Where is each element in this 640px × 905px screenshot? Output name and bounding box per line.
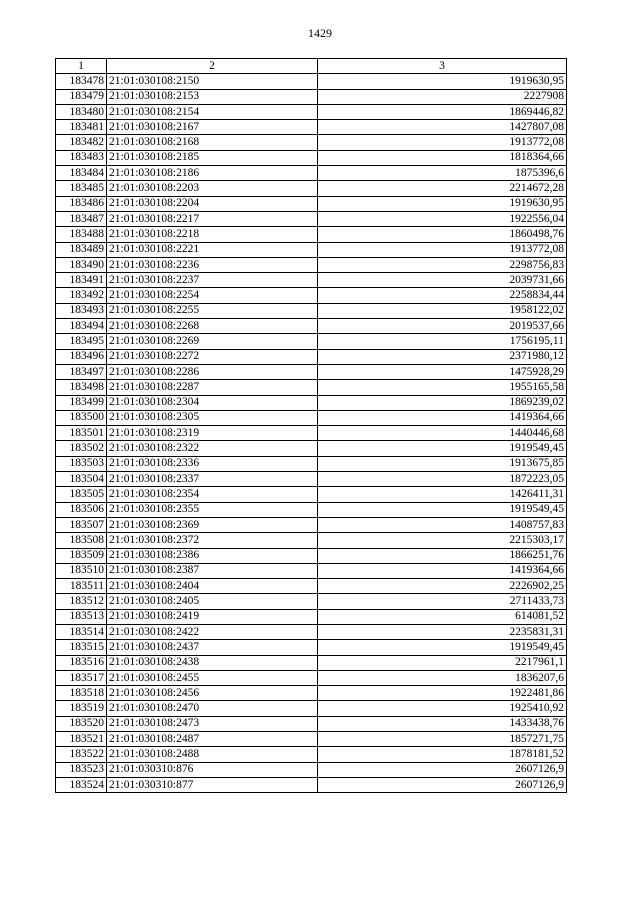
cadastral-value: 1860498,76: [318, 227, 567, 242]
row-number: 183488: [56, 227, 107, 242]
table-row: [56, 716, 567, 731]
row-number: 183503: [56, 456, 107, 471]
row-number: 183505: [56, 487, 107, 502]
row-number: 183502: [56, 441, 107, 456]
cadastral-value: 1419364,66: [318, 563, 567, 578]
row-number: 183516: [56, 655, 107, 670]
table-row: [56, 502, 567, 517]
cadastral-value: 2711433,73: [318, 594, 567, 609]
table-row: [56, 410, 567, 425]
cadastral-value: 1857271,75: [318, 732, 567, 747]
table-row: [56, 380, 567, 395]
row-number: 183523: [56, 762, 107, 777]
cadastral-number: 21:01:030108:2487: [107, 732, 318, 747]
cadastral-value-table: [55, 58, 567, 793]
cadastral-number: 21:01:030108:2167: [107, 120, 318, 135]
cadastral-value: 1919549,45: [318, 441, 567, 456]
table-row: [56, 441, 567, 456]
cadastral-number: 21:01:030108:2372: [107, 533, 318, 548]
table-row: [56, 364, 567, 379]
row-number: 183479: [56, 89, 107, 104]
cadastral-number: 21:01:030108:2185: [107, 150, 318, 165]
cadastral-value: 2039731,66: [318, 273, 567, 288]
cadastral-value: 1408757,83: [318, 517, 567, 532]
cadastral-value: 1925410,92: [318, 701, 567, 716]
cadastral-value: 1919549,45: [318, 502, 567, 517]
row-number: 183519: [56, 701, 107, 716]
cadastral-number: 21:01:030108:2217: [107, 211, 318, 226]
row-number: 183483: [56, 150, 107, 165]
table-row: [56, 120, 567, 135]
row-number: 183484: [56, 166, 107, 181]
row-number: 183501: [56, 426, 107, 441]
cadastral-value: 2607126,9: [318, 762, 567, 777]
row-number: 183482: [56, 135, 107, 150]
cadastral-number: 21:01:030310:877: [107, 777, 318, 792]
cadastral-value: 1756195,11: [318, 334, 567, 349]
table-row: [56, 319, 567, 334]
cadastral-value: 1878181,52: [318, 747, 567, 762]
table-row: [56, 211, 567, 226]
table-row: [56, 747, 567, 762]
cadastral-value: 2217961,1: [318, 655, 567, 670]
cadastral-number: 21:01:030108:2150: [107, 74, 318, 89]
cadastral-value: 1955165,58: [318, 380, 567, 395]
cadastral-value: 1475928,29: [318, 364, 567, 379]
cadastral-value: 2215303,17: [318, 533, 567, 548]
table-row: [56, 104, 567, 119]
row-number: 183493: [56, 303, 107, 318]
cadastral-value: 2214672,28: [318, 181, 567, 196]
cadastral-number: 21:01:030108:2286: [107, 364, 318, 379]
cadastral-value: 1919630,95: [318, 196, 567, 211]
table-row: [56, 732, 567, 747]
row-number: 183517: [56, 670, 107, 685]
table-row: [56, 349, 567, 364]
cadastral-value: 1875396,6: [318, 166, 567, 181]
row-number: 183498: [56, 380, 107, 395]
row-number: 183509: [56, 548, 107, 563]
cadastral-number: 21:01:030108:2354: [107, 487, 318, 502]
table-row: [56, 640, 567, 655]
cadastral-number: 21:01:030108:2455: [107, 670, 318, 685]
table-row: [56, 594, 567, 609]
row-number: 183507: [56, 517, 107, 532]
row-number: 183520: [56, 716, 107, 731]
cadastral-number: 21:01:030108:2305: [107, 410, 318, 425]
table-row: [56, 196, 567, 211]
cadastral-number: 21:01:030108:2404: [107, 579, 318, 594]
table-row: [56, 257, 567, 272]
cadastral-number: 21:01:030108:2387: [107, 563, 318, 578]
cadastral-number: 21:01:030108:2422: [107, 624, 318, 639]
cadastral-number: 21:01:030108:2386: [107, 548, 318, 563]
cadastral-number: 21:01:030108:2287: [107, 380, 318, 395]
cadastral-number: 21:01:030108:2336: [107, 456, 318, 471]
row-number: 183485: [56, 181, 107, 196]
row-number: 183480: [56, 104, 107, 119]
table-row: [56, 609, 567, 624]
row-number: 183506: [56, 502, 107, 517]
cadastral-value: 1872223,05: [318, 472, 567, 487]
cadastral-number: 21:01:030108:2470: [107, 701, 318, 716]
row-number: 183518: [56, 686, 107, 701]
table-row: [56, 227, 567, 242]
cadastral-value: 1913675,85: [318, 456, 567, 471]
page-number: 1429: [308, 26, 332, 40]
column-header-3: 3: [318, 59, 567, 74]
row-number: 183522: [56, 747, 107, 762]
cadastral-number: 21:01:030108:2268: [107, 319, 318, 334]
cadastral-number: 21:01:030108:2473: [107, 716, 318, 731]
table-row: [56, 334, 567, 349]
cadastral-value: 1426411,31: [318, 487, 567, 502]
table-body: [56, 74, 567, 793]
row-number: 183486: [56, 196, 107, 211]
table-row: [56, 150, 567, 165]
table-row: [56, 777, 567, 792]
cadastral-value: 1919549,45: [318, 640, 567, 655]
cadastral-value: 1818364,66: [318, 150, 567, 165]
table-row: [56, 89, 567, 104]
cadastral-value: 2607126,9: [318, 777, 567, 792]
cadastral-number: 21:01:030108:2437: [107, 640, 318, 655]
table-row: [56, 288, 567, 303]
cadastral-number: 21:01:030108:2218: [107, 227, 318, 242]
table-row: [56, 579, 567, 594]
cadastral-number: 21:01:030108:2236: [107, 257, 318, 272]
cadastral-value: 2226902,25: [318, 579, 567, 594]
cadastral-value: 2298756,83: [318, 257, 567, 272]
row-number: 183478: [56, 74, 107, 89]
cadastral-number: 21:01:030108:2337: [107, 472, 318, 487]
table-row: [56, 487, 567, 502]
table-row: [56, 456, 567, 471]
table-row: [56, 686, 567, 701]
table-row: [56, 563, 567, 578]
row-number: 183495: [56, 334, 107, 349]
cadastral-number: 21:01:030108:2168: [107, 135, 318, 150]
row-number: 183496: [56, 349, 107, 364]
table-header: [56, 59, 567, 74]
cadastral-value: 1922481,86: [318, 686, 567, 701]
cadastral-number: 21:01:030108:2419: [107, 609, 318, 624]
cadastral-number: 21:01:030108:2488: [107, 747, 318, 762]
cadastral-value: 1869239,02: [318, 395, 567, 410]
row-number: 183510: [56, 563, 107, 578]
row-number: 183504: [56, 472, 107, 487]
table-row: [56, 655, 567, 670]
cadastral-value: 1919630,95: [318, 74, 567, 89]
row-number: 183512: [56, 594, 107, 609]
cadastral-value: 1913772,08: [318, 242, 567, 257]
table-row: [56, 548, 567, 563]
table-row: [56, 303, 567, 318]
cadastral-number: 21:01:030108:2369: [107, 517, 318, 532]
cadastral-value: 1958122,02: [318, 303, 567, 318]
cadastral-number: 21:01:030108:2319: [107, 426, 318, 441]
cadastral-value: 2371980,12: [318, 349, 567, 364]
cadastral-value: 1869446,82: [318, 104, 567, 119]
cadastral-number: 21:01:030108:2438: [107, 655, 318, 670]
table-row: [56, 74, 567, 89]
cadastral-number: 21:01:030108:2186: [107, 166, 318, 181]
table-row: [56, 533, 567, 548]
row-number: 183521: [56, 732, 107, 747]
cadastral-number: 21:01:030108:2269: [107, 334, 318, 349]
cadastral-number: 21:01:030108:2272: [107, 349, 318, 364]
cadastral-value: 1836207,6: [318, 670, 567, 685]
row-number: 183487: [56, 211, 107, 226]
row-number: 183490: [56, 257, 107, 272]
table-row: [56, 762, 567, 777]
cadastral-number: 21:01:030310:876: [107, 762, 318, 777]
cadastral-value: 2258834,44: [318, 288, 567, 303]
cadastral-number: 21:01:030108:2456: [107, 686, 318, 701]
table-row: [56, 166, 567, 181]
table-row: [56, 517, 567, 532]
row-number: 183491: [56, 273, 107, 288]
cadastral-number: 21:01:030108:2355: [107, 502, 318, 517]
cadastral-number: 21:01:030108:2405: [107, 594, 318, 609]
row-number: 183489: [56, 242, 107, 257]
cadastral-number: 21:01:030108:2153: [107, 89, 318, 104]
row-number: 183494: [56, 319, 107, 334]
table-row: [56, 472, 567, 487]
cadastral-number: 21:01:030108:2154: [107, 104, 318, 119]
cadastral-number: 21:01:030108:2255: [107, 303, 318, 318]
cadastral-number: 21:01:030108:2322: [107, 441, 318, 456]
table-row: [56, 670, 567, 685]
row-number: 183524: [56, 777, 107, 792]
header-row: [56, 59, 567, 74]
table-row: [56, 395, 567, 410]
cadastral-number: 21:01:030108:2204: [107, 196, 318, 211]
row-number: 183500: [56, 410, 107, 425]
cadastral-value: 1440446,68: [318, 426, 567, 441]
cadastral-value: 1922556,04: [318, 211, 567, 226]
row-number: 183508: [56, 533, 107, 548]
column-header-1: 1: [56, 59, 107, 74]
table-row: [56, 624, 567, 639]
row-number: 183515: [56, 640, 107, 655]
table-row: [56, 242, 567, 257]
cadastral-number: 21:01:030108:2254: [107, 288, 318, 303]
table-row: [56, 426, 567, 441]
cadastral-value: 1433438,76: [318, 716, 567, 731]
cadastral-value: 1419364,66: [318, 410, 567, 425]
row-number: 183481: [56, 120, 107, 135]
row-number: 183511: [56, 579, 107, 594]
table-row: [56, 135, 567, 150]
cadastral-value: 2227908: [318, 89, 567, 104]
cadastral-number: 21:01:030108:2203: [107, 181, 318, 196]
row-number: 183499: [56, 395, 107, 410]
cadastral-number: 21:01:030108:2237: [107, 273, 318, 288]
cadastral-number: 21:01:030108:2304: [107, 395, 318, 410]
table-row: [56, 701, 567, 716]
cadastral-value: 1866251,76: [318, 548, 567, 563]
cadastral-value: 2019537,66: [318, 319, 567, 334]
table-row: [56, 273, 567, 288]
cadastral-value: 1913772,08: [318, 135, 567, 150]
column-header-2: 2: [107, 59, 318, 74]
row-number: 183497: [56, 364, 107, 379]
cadastral-value: 1427807,08: [318, 120, 567, 135]
cadastral-value: 2235831,31: [318, 624, 567, 639]
row-number: 183514: [56, 624, 107, 639]
row-number: 183513: [56, 609, 107, 624]
row-number: 183492: [56, 288, 107, 303]
table-row: [56, 181, 567, 196]
cadastral-number: 21:01:030108:2221: [107, 242, 318, 257]
cadastral-value: 614081,52: [318, 609, 567, 624]
